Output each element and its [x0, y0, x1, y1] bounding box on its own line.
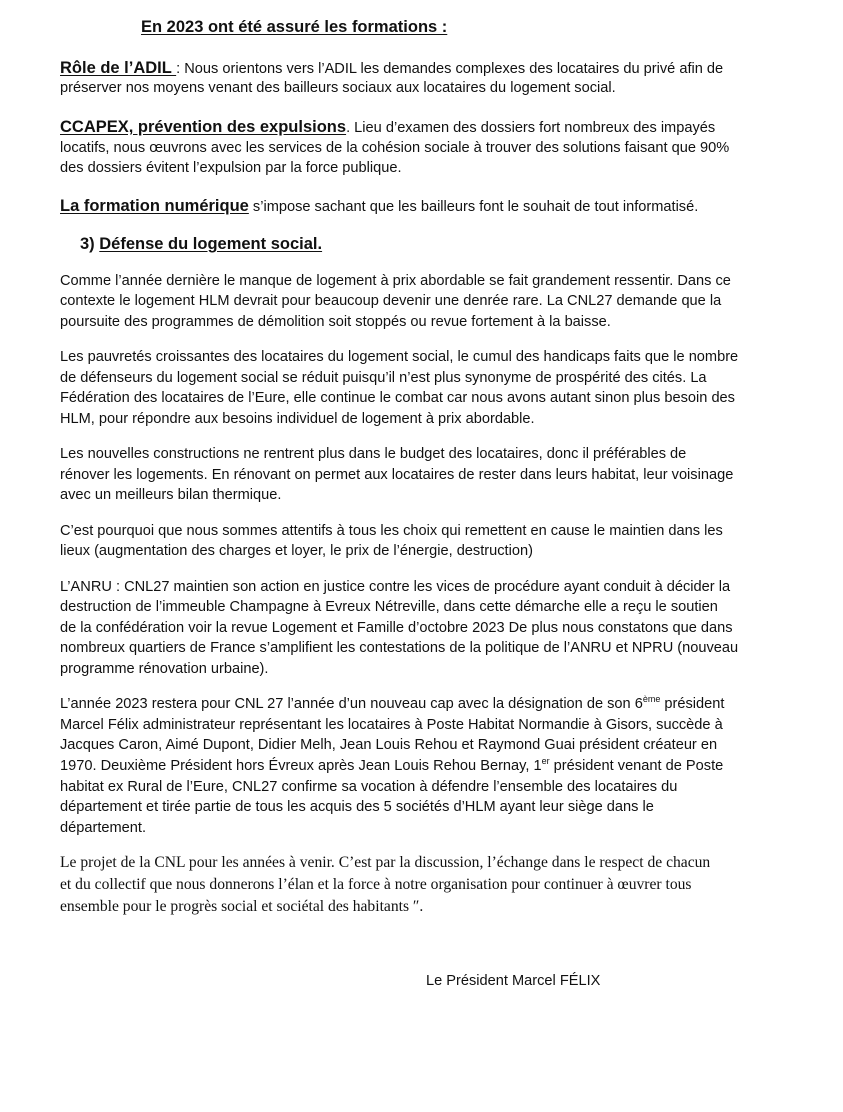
paragraph-1-line-3: poursuite des programmes de démolition soit stoppés ou revue fortement à la baisse. — [60, 314, 611, 330]
paragraph-4-line-1: C’est pourquoi que nous sommes attentifs à tous les choix qui remettent en cause le maintien dans les — [60, 523, 723, 539]
paragraph-5-line-4: nombreux quartiers de France s’amplifient les contestations de la politique de l’ANRU et NPRU (nouveau — [60, 640, 739, 656]
paragraph-6-line-1: L’année 2023 restera pour CNL 27 l’année d’un nouveau cap avec la désignation de son 6ème président — [60, 694, 725, 712]
adil-title: Rôle de l’ADIL — [60, 59, 177, 77]
paragraph-3-line-3: avec un meilleurs bilan thermique. — [60, 487, 282, 503]
paragraph-3-line-2: rénover les logements. En rénovant on permet aux locataires de rester dans leurs habitat, leur voisinage — [60, 467, 734, 483]
paragraph-2-line-4: HLM, pour répondre aux besoins individuel de logement à prix abordable. — [60, 411, 535, 427]
numerique-line: La formation numérique s’impose sachant que les bailleurs font le souhait de tout informatisé. — [60, 197, 699, 215]
superscript-eme: ème — [642, 694, 661, 705]
paragraph-6-line-7: département. — [60, 820, 146, 836]
paragraph-1-line-1: Comme l’année dernière le manque de logement à prix abordable se fait grandement ressentir. Dans ce — [60, 273, 731, 289]
superscript-er: er — [541, 756, 550, 767]
numerique-title: La formation numérique — [60, 197, 249, 215]
paragraph-6-line-3: Jacques Caron, Aimé Dupont, Didier Melh, Jean Louis Rehou et Raymond Guai président créateur en — [60, 737, 718, 753]
adil-line-2: préserver nos moyens venant des bailleurs sociaux aux locataires du logement social. — [60, 80, 616, 96]
paragraph-6-line-6: département et tirée partie de tous les acquis des 5 sociétés d’HLM ayant leur siège dans le — [60, 799, 654, 815]
paragraph-7-line-3: ensemble pour le progrès social et sociétal des habitants ″. — [60, 898, 424, 915]
paragraph-6-line-4: 1970. Deuxième Président hors Évreux après Jean Louis Rehou Bernay, 1er président venant de Poste — [60, 756, 724, 774]
paragraph-5-line-3: de la confédération voir la revue Logement et Famille d’octobre 2023 De plus nous constatons que dans — [60, 620, 733, 636]
signature: Le Président Marcel FÉLIX — [426, 973, 601, 989]
paragraph-3-line-1: Les nouvelles constructions ne rentrent plus dans le budget des locataires, donc il préférables de — [60, 446, 687, 462]
paragraph-6-line-2: Marcel Félix administrateur représentant les locataires à Poste Habitat Normandie à Gisors, succède à — [60, 717, 723, 733]
paragraph-4-line-2: lieux (augmentation des charges et loyer, le prix de l’énergie, destruction) — [60, 543, 533, 559]
adil-line-1: Rôle de l’ADIL : Nous orientons vers l’ADIL les demandes complexes des locataires du privé afin de — [60, 59, 724, 77]
section-3-heading: 3) Défense du logement social. — [80, 235, 323, 253]
paragraph-2-line-2: de défenseurs du logement social se réduit puisqu’il n’est plus synonyme de prospérité des cités. La — [60, 370, 707, 386]
ccapex-line-1: CCAPEX, prévention des expulsions. Lieu d’examen des dossiers fort nombreux des impayés — [60, 118, 716, 136]
ccapex-line-3: des dossiers évitent l’expulsion par la force publique. — [60, 160, 402, 176]
paragraph-2-line-1: Les pauvretés croissantes des locataires du logement social, le cumul des handicaps faits que le nombre — [60, 349, 739, 365]
paragraph-7-line-1: Le projet de la CNL pour les années à venir. C’est par la discussion, l’échange dans le respect de chacun — [60, 854, 711, 871]
section-3-title: Défense du logement social. — [99, 235, 323, 253]
paragraph-7-line-2: et du collectif que nous donnerons l’élan et la force à notre organisation pour continuer à œuvrer tous — [60, 876, 692, 893]
ccapex-line-2: locatifs, nous œuvrons avec les services de la cohésion sociale à trouver des solutions faisant que 90% — [60, 140, 730, 156]
page-heading: En 2023 ont été assuré les formations : — [141, 18, 448, 36]
paragraph-2-line-3: Fédération des locataires de l’Eure, elle continue le combat car nous avons autant sinon plus besoin des — [60, 390, 735, 406]
paragraph-1-line-2: contexte le logement HLM devrait pour beaucoup devenir une denrée rare. La CNL27 demande que la — [60, 293, 722, 309]
paragraph-5-line-2: destruction de l’immeuble Champagne à Evreux Nétreville, dans cette démarche elle a reçu le soutien — [60, 599, 718, 615]
paragraph-5-line-5: programme rénovation urbaine). — [60, 661, 269, 677]
ccapex-title: CCAPEX, prévention des expulsions — [60, 118, 347, 136]
paragraph-5-line-1: L’ANRU : CNL27 maintien son action en justice contre les vices de procédure ayant conduit à décider la — [60, 579, 731, 595]
paragraph-6-line-5: habitat ex Rural de l’Eure, CNL27 confirme sa vocation à défendre l’ensemble des locataires du — [60, 779, 678, 795]
